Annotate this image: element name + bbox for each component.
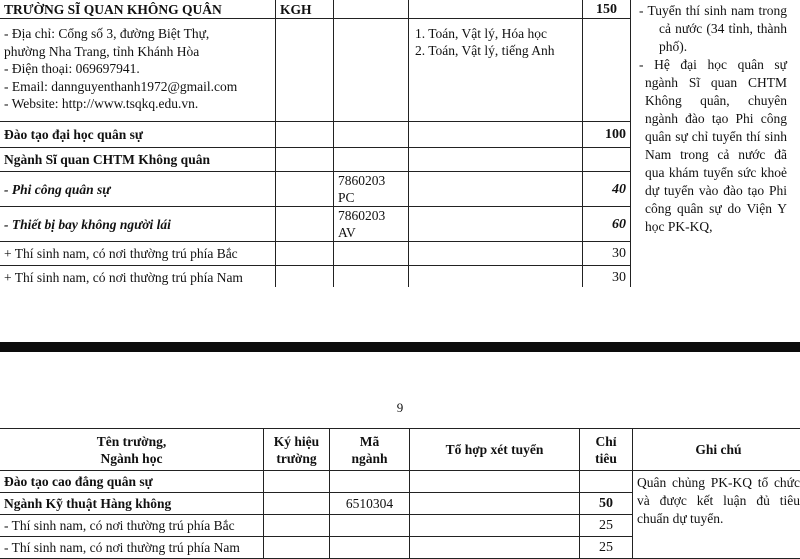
- subject-combos: [409, 19, 583, 122]
- combo-2: 2. Toán, Vật lý, tiếng Anh: [415, 43, 555, 58]
- row-quota: 100: [583, 122, 631, 148]
- school-code: KGH: [276, 0, 334, 19]
- admissions-table-bottom: [0, 428, 800, 559]
- row-quota: 40: [583, 172, 631, 207]
- header-note: Ghi chú: [633, 429, 800, 471]
- school-total-quota: 150: [583, 0, 631, 19]
- notes-cell: [631, 0, 792, 310]
- row-label: - Thiết bị bay không người lái: [0, 207, 276, 242]
- row-code: 7860203 PC: [334, 172, 409, 207]
- row-quota: 30: [583, 266, 631, 290]
- row-quota: 25: [580, 537, 633, 559]
- row-quota: 25: [580, 515, 633, 537]
- row-label: Ngành Sĩ quan CHTM Không quân: [0, 148, 276, 172]
- row-label: + Thí sinh nam, có nơi thường trú phía Bắc: [0, 242, 276, 266]
- row-label: + Thí sinh nam, có nơi thường trú phía Nam: [0, 266, 276, 290]
- address-line-1: - Địa chỉ: Cổng số 3, đường Biệt Thự,: [4, 26, 210, 41]
- note-cell: Quân chủng PK-KQ tổ chức và được kết luận đủ tiêu chuẩn dự tuyển.: [633, 471, 800, 559]
- header-school: Tên trường, Ngành học: [0, 429, 264, 471]
- row-code: 6510304: [330, 493, 410, 515]
- note-2: - Hệ đại học quân sự ngành Sĩ quan CHTM Không quân, chuyên ngành đào tạo Phi công quân sự chỉ tuyển thí sinh Nam trong cả nước đã qua khám tuyển sức khoẻ dự tuyển vào đào tạo Phi công quân sự do Viện Y học PK-KQ,: [639, 57, 787, 234]
- row-label: - Thí sinh nam, có nơi thường trú phía Nam: [0, 537, 264, 559]
- row-label: - Phi công quân sự: [0, 172, 276, 207]
- row-quota: 30: [583, 242, 631, 266]
- combo-1: 1. Toán, Vật lý, Hóa học: [415, 26, 548, 41]
- row-label: Ngành Kỹ thuật Hàng không: [0, 493, 264, 515]
- row-quota: 60: [583, 207, 631, 242]
- row-quota: 50: [580, 493, 633, 515]
- note-1: - Tuyển thí sinh nam trong cả nước (34 tỉnh, thành phố).: [639, 3, 787, 54]
- header-combo: Tổ hợp xét tuyển: [410, 429, 580, 471]
- row-code: 7860203 AV: [334, 207, 409, 242]
- phone-line: - Điện thoại: 069697941.: [4, 61, 140, 76]
- header-symbol: Ký hiệu trường: [264, 429, 330, 471]
- school-name: TRƯỜNG SĨ QUAN KHÔNG QUÂN: [0, 0, 276, 19]
- row-label: - Thí sinh nam, có nơi thường trú phía Bắc: [0, 515, 264, 537]
- website-line: - Website: http://www.tsqkq.edu.vn.: [4, 96, 199, 111]
- contact-info: [0, 19, 276, 122]
- address-line-2: phường Nha Trang, tỉnh Khánh Hòa: [4, 43, 200, 59]
- page-separator: [0, 342, 800, 352]
- page-number: 9: [396, 400, 404, 415]
- row-label: Đào tạo cao đẳng quân sự: [0, 471, 264, 493]
- header-code: Mã ngành: [330, 429, 410, 471]
- row-label: Đào tạo đại học quân sự: [0, 122, 276, 148]
- page-gap: [0, 287, 800, 342]
- header-quota: Chỉ tiêu: [580, 429, 633, 471]
- email-line: - Email: dannguyenthanh1972@gmail.com: [4, 78, 238, 94]
